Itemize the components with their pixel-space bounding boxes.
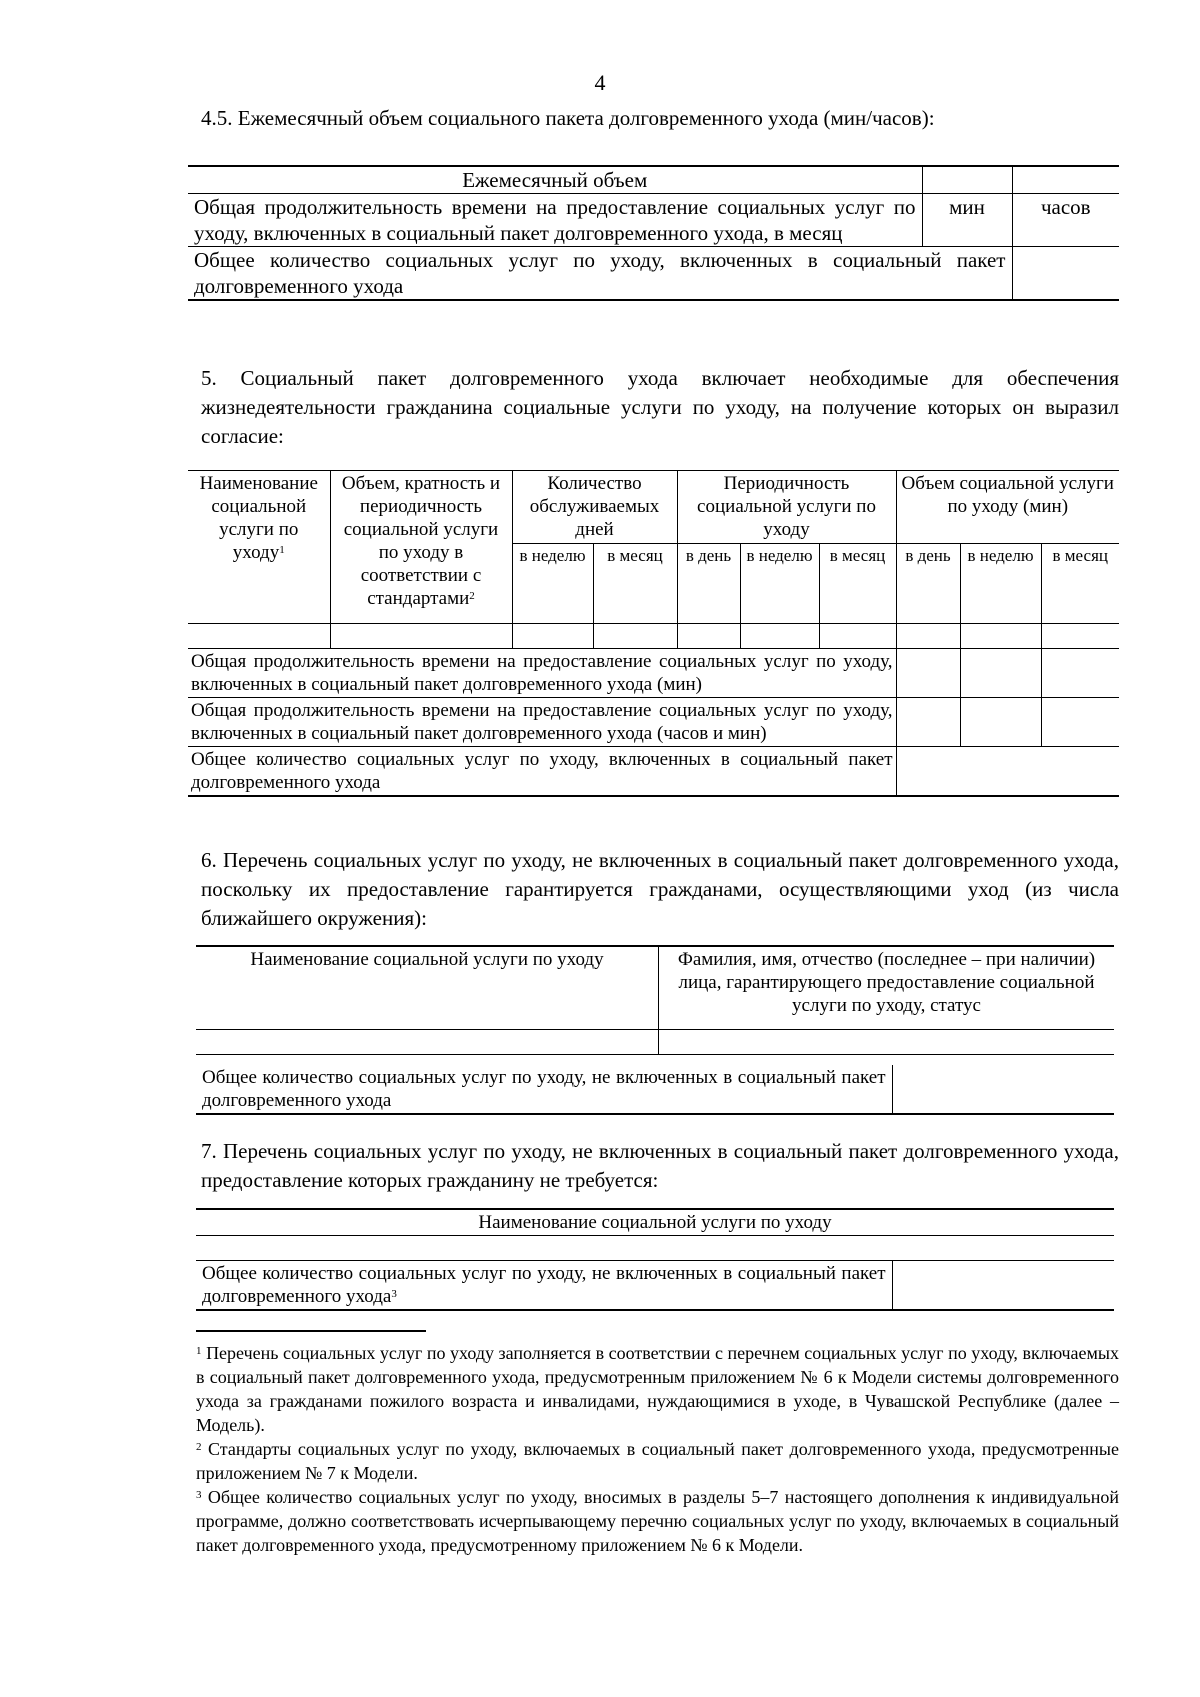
blank-cell[interactable] (1041, 624, 1119, 649)
blank-cell[interactable] (196, 1236, 1114, 1261)
sub-days-month: в месяц (593, 544, 677, 624)
blank-cell[interactable] (512, 624, 593, 649)
monthly-volume-table (188, 165, 1119, 301)
blank-cell[interactable] (896, 649, 960, 698)
sub-period-day: в день (677, 544, 740, 624)
total-duration-hours-label: Общая продолжительность времени на предоставление социальных услуг по уходу, включенных в социальный пакет долговременного ухода (часов и мин) (188, 698, 896, 747)
not-required-table (196, 1208, 1114, 1311)
total-duration-min-label: Общая продолжительность времени на предоставление социальных услуг по уходу, включенных в социальный пакет долговременного ухода (мин) (188, 649, 896, 698)
page-number: 4 (594, 70, 606, 95)
section-5-heading: 5. Социальный пакет долговременного ухода включает необходимые для обеспечения жизнедеятельности гражданина социальные услуги по уходу, на получение которых он выразил согласие: (201, 366, 1119, 448)
blank-cell[interactable] (896, 698, 960, 747)
footnote-separator (196, 1330, 426, 1332)
total-count-value[interactable] (896, 747, 1119, 797)
total-count-label: Общее количество социальных услуг по уходу, включенных в социальный пакет долговременного ухода (188, 247, 1012, 301)
total-count-value[interactable] (1012, 247, 1119, 301)
section-6-heading: 6. Перечень социальных услуг по уходу, не включенных в социальный пакет долговременного ухода, поскольку их предоставление гарантируется гражданами, осуществляющими уход (из числа ближайшего окружения): (201, 848, 1119, 930)
blank-cell[interactable] (330, 624, 512, 649)
blank-cell[interactable] (196, 1030, 659, 1055)
footnote-3: $^3$ Общее количество социальных услуг по уходу, вносимых в разделы 5–7 настоящего дополнения к индивидуальной программе, должно соответствовать исчерпывающему перечню социальных услуг по уходу, включаемых в социальный пакет долговременного ухода, предусмотренному приложением № 6 к Модели. (196, 1487, 1120, 1555)
footnote-1: $^1$ Перечень социальных услуг по уходу заполняется в соответствии с перечнем социальных услуг по уходу, включаемых в социальный пакет долговременного ухода, предусмотренным приложением № 6 к Модели системы долговременного ухода за гражданами пожилого возраста и инвалидами, нуждающимися в уходе, в Чувашской Республике (далее – Модель). (196, 1343, 1119, 1435)
blank-cell[interactable] (960, 624, 1041, 649)
col-person-name: Фамилия, имя, отчество (последнее – при наличии) лица, гарантирующего предоставление социальной услуги по уходу, статус (659, 946, 1115, 1030)
empty-cell (1012, 166, 1119, 194)
col-service-name: Наименование социальной услуги по уходу (196, 1209, 1114, 1236)
empty-cell (922, 166, 1012, 194)
sub-period-week: в неделю (740, 544, 819, 624)
blank-cell[interactable] (740, 624, 819, 649)
unit-min: мин (922, 194, 1012, 247)
col-volume-frequency: Объем, кратность и периодичность социальной услуги по уходу в соответствии с стандартами$^2$ (330, 471, 512, 624)
blank-cell[interactable] (677, 624, 740, 649)
footnote-2: $^2$ Стандарты социальных услуг по уходу, включаемых в социальный пакет долговременного ухода, предусмотренные приложением № 7 к Модели. (196, 1439, 1119, 1483)
blank-cell[interactable] (659, 1030, 1115, 1055)
guaranteed-by-citizens-table (196, 945, 1114, 1055)
col-served-days: Количество обслуживаемых дней (512, 471, 677, 544)
blank-cell[interactable] (188, 624, 330, 649)
section-7-heading: 7. Перечень социальных услуг по уходу, не включенных в социальный пакет долговременного ухода, предоставление которых гражданину не требуется: (201, 1139, 1119, 1192)
total-count-value[interactable] (892, 1065, 1114, 1114)
blank-cell[interactable] (593, 624, 677, 649)
blank-cell[interactable] (960, 649, 1041, 698)
unit-hours: часов (1012, 194, 1119, 247)
social-package-table (188, 470, 1119, 797)
col-periodicity: Периодичность социальной услуги по уходу (677, 471, 896, 544)
total-count-label: Общее количество социальных услуг по уходу, не включенных в социальный пакет долговременного ухода$^3$ (196, 1261, 892, 1311)
blank-cell[interactable] (1041, 698, 1119, 747)
monthly-volume-header: Ежемесячный объем (188, 166, 922, 194)
blank-cell[interactable] (819, 624, 896, 649)
total-count-label: Общее количество социальных услуг по уходу, не включенных в социальный пакет долговременного ухода (196, 1065, 892, 1114)
total-duration-label: Общая продолжительность времени на предоставление социальных услуг по уходу, включенных в социальный пакет долговременного ухода, в месяц (188, 194, 922, 247)
section-4-5-heading: 4.5. Ежемесячный объем социального пакета долговременного ухода (мин/часов): (201, 106, 935, 130)
total-count-value[interactable] (892, 1261, 1114, 1311)
blank-cell[interactable] (1041, 649, 1119, 698)
total-count-label: Общее количество социальных услуг по уходу, включенных в социальный пакет долговременного ухода (188, 747, 896, 797)
sub-days-week: в неделю (512, 544, 593, 624)
blank-cell[interactable] (960, 698, 1041, 747)
sub-period-month: в месяц (819, 544, 896, 624)
sub-volume-week: в неделю (960, 544, 1041, 624)
col-service-volume: Объем социальной услуги по уходу (мин) (896, 471, 1119, 544)
col-service-name: Наименование социальной услуги по уходу$^1$ (188, 471, 330, 624)
col-service-name: Наименование социальной услуги по уходу (196, 946, 659, 1030)
sub-volume-month: в месяц (1041, 544, 1119, 624)
blank-cell[interactable] (896, 624, 960, 649)
sub-volume-day: в день (896, 544, 960, 624)
guaranteed-by-citizens-total (196, 1065, 1114, 1115)
